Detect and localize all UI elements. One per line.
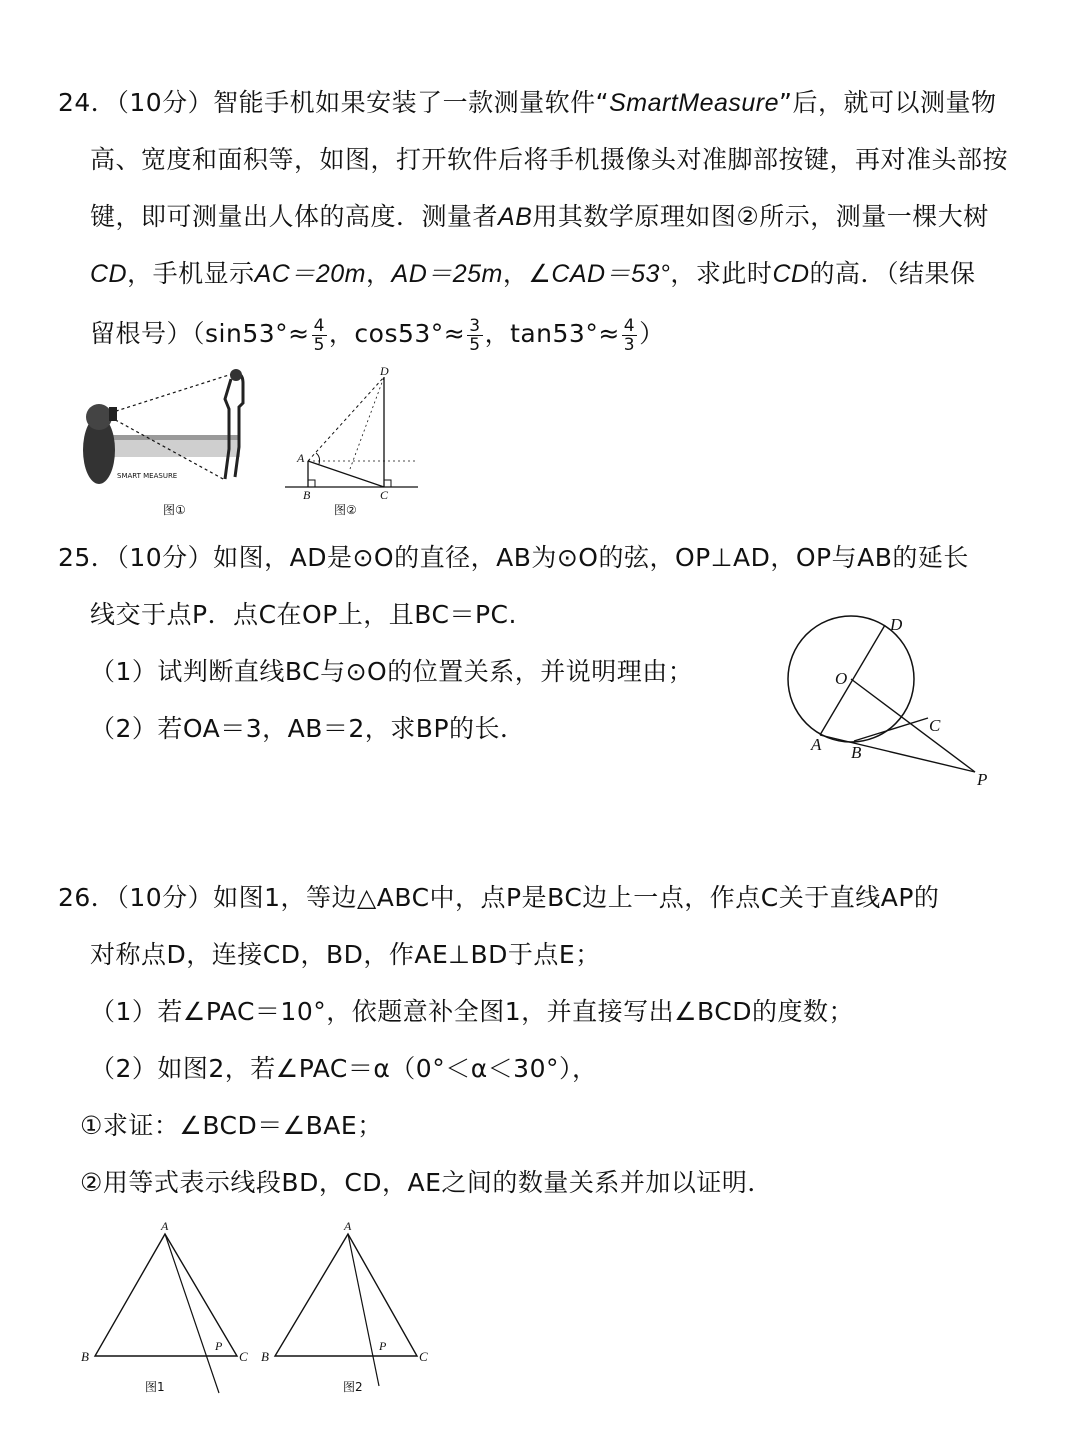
label-d: D (380, 364, 389, 378)
phone-icon (109, 407, 117, 421)
person-figure (225, 373, 243, 479)
q26-figure-1 (75, 1218, 255, 1398)
q24-line-1 (58, 86, 996, 120)
label-o: O (835, 669, 848, 688)
ac-value: AC＝20m (254, 260, 366, 288)
tan-fraction (622, 317, 637, 354)
triangle-abc (275, 1234, 417, 1356)
q26-text: 如图1，等边△ABC中，点P是BC边上一点，作点C关于直线AP的 (213, 883, 940, 912)
q26-line-2: 对称点D，连接CD，BD，作AE⊥BD于点E； (90, 940, 601, 969)
fig2-caption: 图2 (343, 1380, 363, 1394)
label-c: C (419, 1349, 428, 1364)
q26-number: 26． (58, 883, 117, 912)
q24-text: ，求此时 (670, 259, 773, 288)
label-d: D (890, 615, 903, 634)
sight-line-top (110, 373, 235, 413)
triangle-abc (95, 1234, 237, 1356)
q25-line-2: 线交于点P．点C在OP上，且BC＝PC. (90, 600, 517, 629)
segment-ac (308, 461, 384, 487)
q24-text: 留根号）（sin53°≈ (90, 319, 310, 348)
label-c: C (929, 716, 941, 735)
segment-ap (820, 735, 975, 772)
line-ap (348, 1234, 379, 1386)
line-ap (165, 1234, 219, 1393)
label-b: B (81, 1349, 89, 1364)
ad-value: AD＝25m (391, 260, 503, 288)
q24-text: 的高．（结果保 (809, 259, 976, 288)
measurer-head (86, 404, 112, 430)
denominator: 5 (313, 334, 325, 355)
fig2-caption: 图② (334, 503, 357, 517)
q24-text: ，cos53°≈ (328, 319, 466, 348)
label-a: A (161, 1219, 169, 1233)
segment-ob (851, 679, 854, 741)
right-angle-b (308, 480, 315, 487)
label-b: B (261, 1349, 269, 1364)
label-b: B (851, 743, 862, 762)
q26-part-2a: ①求证：∠BCD＝∠BAE； (80, 1111, 383, 1140)
numerator: 4 (623, 315, 636, 336)
q24-line-2: 高、宽度和面积等，如图，打开软件后将手机摄像头对准脚部按键，再对准头部按 (90, 145, 1009, 174)
numerator: 4 (313, 315, 325, 336)
denominator: 5 (469, 334, 481, 355)
figure-ground-bar-top (100, 435, 240, 440)
q24-text: 智能手机如果安装了一款测量软件“ (213, 88, 610, 117)
label-c: C (239, 1349, 248, 1364)
label-c: C (380, 488, 389, 502)
fig1-label: SMART MEASURE (117, 472, 178, 480)
right-angle-c (384, 480, 391, 487)
app-name: SmartMeasure (609, 89, 780, 117)
label-a: A (297, 451, 305, 465)
q26-part-2: （2）如图2，若∠PAC＝α（0°＜α＜30°）， (90, 1054, 598, 1083)
q24-figure-2 (280, 365, 420, 520)
q25-points: （10分） (116, 543, 214, 572)
person-head (230, 369, 242, 381)
q24-text: ”后，就可以测量物 (779, 88, 997, 117)
q24-text: 键，即可测量出人体的高度．测量者 (90, 202, 499, 231)
q25-number: 25． (58, 543, 117, 572)
q25-figure (780, 600, 1010, 800)
q24-text: 用其数学原理如图②所示，测量一棵大树 (532, 202, 989, 231)
label-a: A (811, 735, 822, 754)
q24-number: 24． (58, 88, 117, 117)
q24-figure-1 (75, 365, 255, 520)
q25-line-1 (58, 541, 969, 575)
q25-part-2: （2）若OA＝3，AB＝2，求BP的长． (90, 714, 526, 743)
label-p: P (379, 1339, 387, 1353)
q26-line-1 (58, 881, 939, 915)
q24-line-4: CD，手机显示AC＝20m，AD＝25m，∠CAD＝53°，求此时CD的高．（结果保 (90, 259, 976, 288)
angle-arc (316, 453, 320, 464)
q25-text: 如图，AD是⊙O的直径，AB为⊙O的弦，OP⊥AD，OP与AB的延长 (213, 543, 969, 572)
q24-line-5 (90, 312, 665, 356)
q24-text: ） (639, 319, 665, 348)
label-p: P (977, 770, 988, 789)
sin-fraction (312, 317, 327, 354)
q24-text: ，手机显示 (127, 259, 255, 288)
label-b: B (303, 488, 311, 502)
q26-figure-2 (255, 1218, 440, 1398)
q26-part-1: （1）若∠PAC＝10°，依题意补全图1，并直接写出∠BCD的度数； (90, 997, 854, 1026)
label-p: P (215, 1339, 223, 1353)
angle-cad: ∠CAD＝53° (528, 260, 671, 288)
fig1-caption: 图① (163, 503, 186, 517)
q26-part-2b: ②用等式表示线段BD，CD，AE之间的数量关系并加以证明． (80, 1168, 773, 1197)
segment-ab: AB (498, 203, 533, 231)
segment-cd: CD (772, 260, 810, 288)
q24-text: ，tan53°≈ (484, 319, 620, 348)
fig1-caption: 图1 (145, 1380, 165, 1394)
q24-points: （10分） (116, 88, 214, 117)
segment-cd: CD (90, 260, 128, 288)
denominator: 3 (623, 334, 636, 355)
segment-bc (854, 718, 928, 741)
q25-part-1: （1）试判断直线BC与⊙O的位置关系，并说明理由； (90, 657, 694, 686)
numerator: 3 (469, 315, 481, 336)
cos-fraction (467, 317, 482, 354)
dashed-line-2 (350, 377, 384, 469)
q26-points: （10分） (116, 883, 214, 912)
segment-ad (308, 377, 384, 461)
q24-line-3 (90, 200, 989, 234)
label-a: A (344, 1219, 352, 1233)
